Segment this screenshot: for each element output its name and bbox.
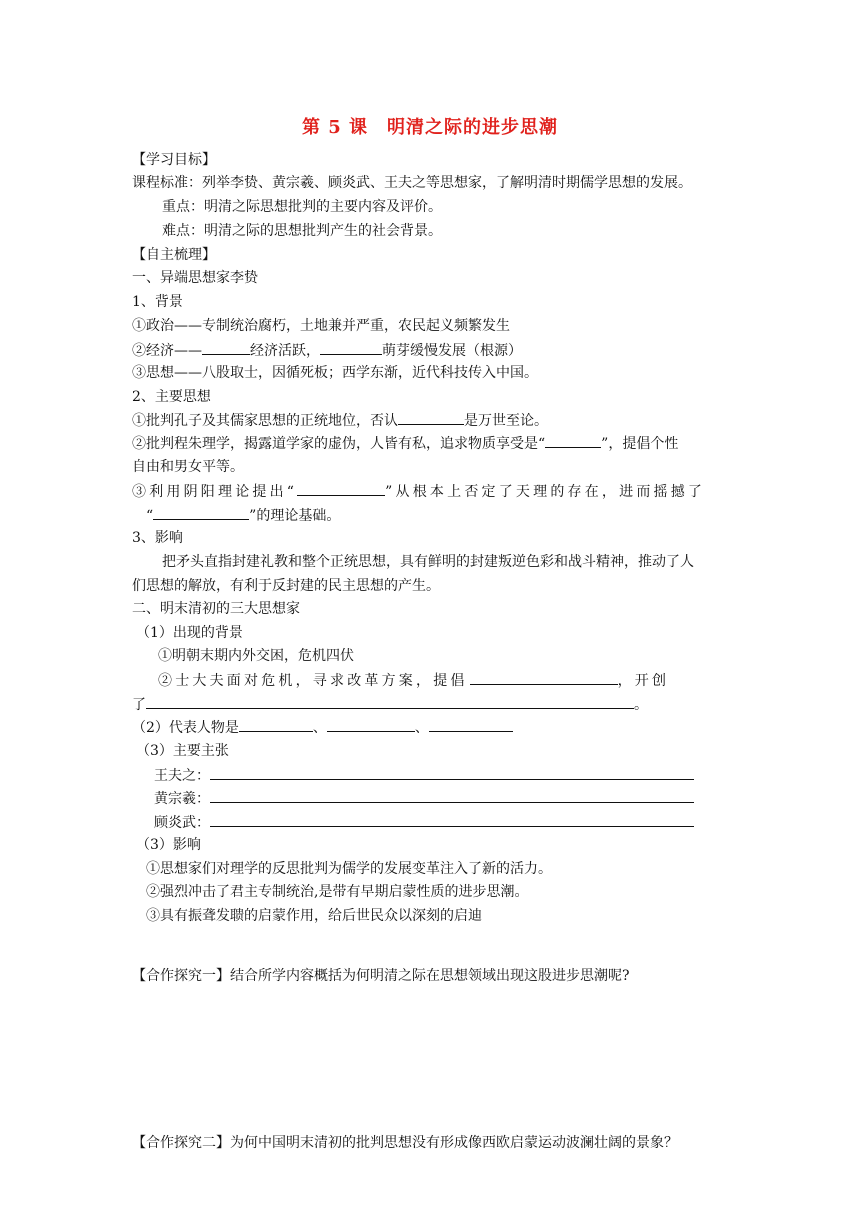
rep-blank-3[interactable] (429, 717, 513, 732)
key-point: 重点：明清之际思想批判的主要内容及评价。 (162, 199, 442, 215)
background-heading: 1、背景 (132, 294, 183, 310)
rep-sep-1: 、 (312, 720, 327, 736)
p2-bg2-blank-1[interactable] (470, 670, 618, 685)
p2-bg2-text-3: 了 (132, 697, 146, 713)
wang-label: 王夫之： (154, 768, 210, 784)
main3-text-3: ”的理论基础。 (249, 508, 341, 524)
main1-text-2: 是万世至论。 (464, 413, 548, 429)
p2-background-2-cont (132, 694, 648, 715)
p2-background-2 (158, 670, 669, 691)
main3-text-2: ”从根本上否定了天理的存在，进而摇撼了 (385, 484, 706, 500)
claim-gu (154, 812, 694, 833)
p2-bg2-text: ②士大夫面对危机，寻求改革方案，提倡 (158, 673, 468, 689)
main2-blank[interactable] (545, 433, 601, 448)
main3-quote: “ (146, 508, 154, 524)
part1-heading: 一、异端思想家李贽 (132, 270, 258, 286)
gu-label: 顾炎武： (154, 815, 210, 831)
main1-blank[interactable] (398, 410, 464, 425)
page-title: 第 5 课 明清之际的进步思潮 (302, 117, 559, 138)
background-thought: ③思想——八股取士，因循死板；西学东渐，近代科技传入中国。 (132, 365, 538, 381)
main2-text-2: ”，提倡个性 (601, 436, 679, 452)
self-study-heading: 【自主梳理】 (132, 247, 216, 263)
p2-bg2-blank-2[interactable] (146, 694, 634, 709)
p2-impact-1: ①思想家们对理学的反思批判为儒学的发展变革注入了新的活力。 (146, 861, 552, 877)
wang-blank[interactable] (210, 765, 694, 780)
p2-representatives (132, 717, 513, 738)
main-thought-1 (132, 410, 548, 431)
cooperative-inquiry-2: 【合作探究二】为何中国明末清初的批判思想没有形成像西欧启蒙运动波澜壮阔的景象？ (132, 1135, 678, 1151)
main-thought-2 (132, 433, 678, 454)
impact-line-1: 把矛头直指封建礼教和整个正统思想，具有鲜明的封建叛逆色彩和战斗精神，推动了人 (162, 554, 694, 570)
economy-text-2: 萌芽缓慢发展（根源） (382, 343, 522, 359)
main-thought-2-cont: 自由和男女平等。 (132, 459, 244, 475)
economy-label: ②经济—— (132, 343, 202, 359)
p2-background-heading: （1）出现的背景 (136, 625, 243, 641)
economy-blank-1[interactable] (202, 340, 250, 355)
p2-bg2-text-4: 。 (634, 697, 648, 713)
p2-impact-2: ②强烈冲击了君主专制统治,是带有早期启蒙性质的进步思潮。 (146, 884, 529, 900)
rep-sep-2: 、 (414, 720, 429, 736)
p2-bg2-text-2: ，开创 (617, 673, 670, 689)
main-thought-heading: 2、主要思想 (132, 389, 211, 405)
rep-blank-1[interactable] (239, 717, 313, 732)
claim-huang (154, 788, 694, 809)
goals-heading: 【学习目标】 (132, 152, 216, 168)
economy-text: 经济活跃， (250, 343, 320, 359)
rep-blank-2[interactable] (327, 717, 415, 732)
impact-heading: 3、影响 (132, 530, 183, 546)
background-politics: ①政治——专制统治腐朽，土地兼并严重，农民起义频繁发生 (132, 318, 510, 334)
huang-blank[interactable] (210, 788, 694, 803)
economy-blank-2[interactable] (320, 340, 382, 355)
background-economy (132, 340, 522, 361)
cooperative-inquiry-1: 【合作探究一】结合所学内容概括为何明清之际在思想领域出现这股进步思潮呢? (132, 968, 630, 984)
main1-text: ①批判孔子及其儒家思想的正统地位，否认 (132, 413, 398, 429)
main-thought-3 (132, 481, 705, 502)
main3-text: ③利用阴阳理论提出“ (132, 484, 298, 500)
p2-impact-3: ③具有振聋发聩的启蒙作用，给后世民众以深刻的启迪 (146, 908, 482, 924)
main3-blank-2[interactable] (153, 505, 249, 520)
rep-label: （2）代表人物是 (132, 720, 239, 736)
huang-label: 黄宗羲： (154, 791, 210, 807)
p2-impact-heading: （3）影响 (136, 837, 201, 853)
main-thought-3-cont (146, 505, 340, 526)
course-standard: 课程标准：列举李贽、黄宗羲、顾炎武、王夫之等思想家，了解明清时期儒学思想的发展。 (132, 175, 692, 191)
impact-line-2: 们思想的解放，有利于反封建的民主思想的产生。 (132, 578, 440, 594)
claim-wang (154, 765, 694, 786)
gu-blank[interactable] (210, 812, 694, 827)
difficult-point: 难点：明清之际的思想批判产生的社会背景。 (162, 223, 442, 239)
p2-background-1: ①明朝末期内外交困，危机四伏 (158, 648, 354, 664)
p2-claims-heading: （3）主要主张 (136, 743, 229, 759)
main2-text: ②批判程朱理学，揭露道学家的虚伪，人皆有私，追求物质享受是“ (132, 436, 546, 452)
main3-blank-1[interactable] (297, 481, 385, 496)
part2-heading: 二、明末清初的三大思想家 (132, 601, 300, 617)
